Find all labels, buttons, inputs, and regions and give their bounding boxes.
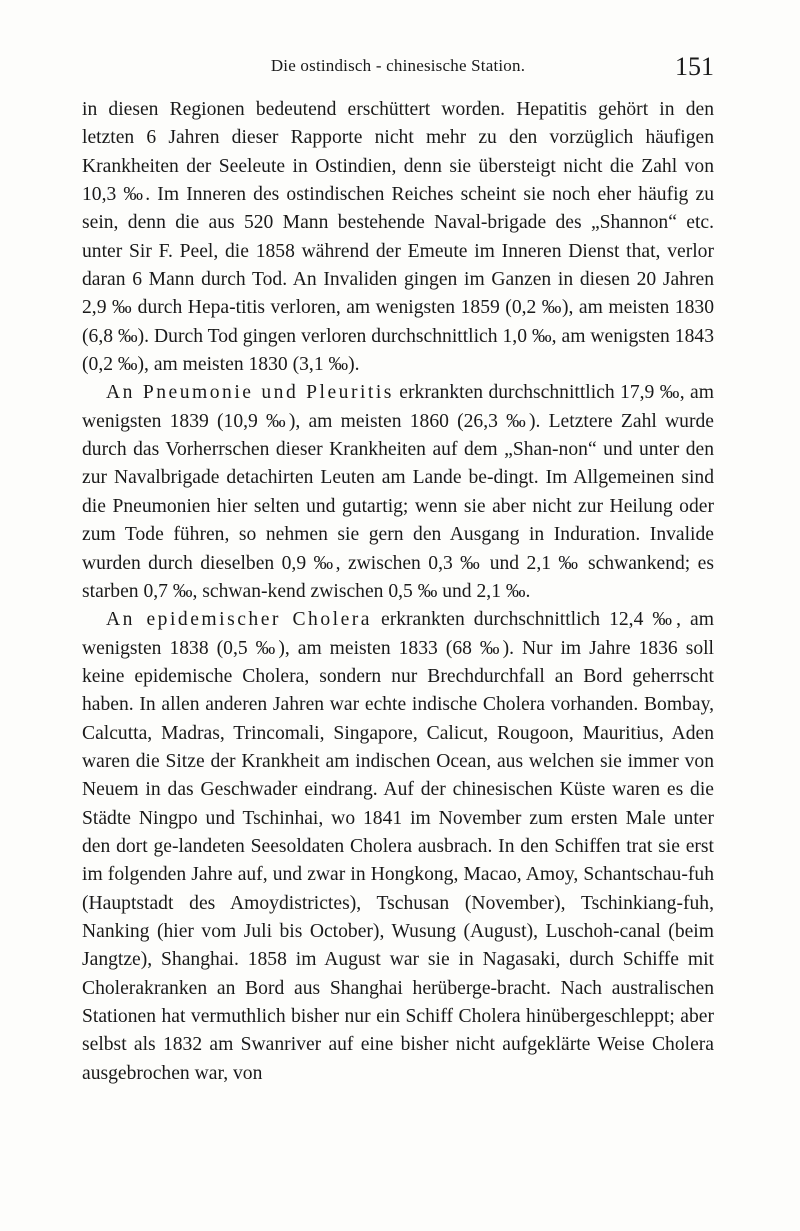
paragraph-text: erkrankten durchschnittlich 17,9 ‰, am wenigsten 1839 (10,9 ‰), am meisten 1860 (26,3 ‰). Letztere Zahl wurde durch das Vorherrschen dieser Krankheiten auf dem „Shan-non“ und unter den zur Navalbrigade detachirten Leuten am Lande be-dingt. Im Allgemeinen sind die Pneumonien hier selten und gutartig; wenn sie aber nicht zur Heilung oder zum Tode führen, so nehmen sie gern den Ausgang in Induration. Invalide wurden durch dieselben 0,9 ‰, zwischen 0,3 ‰ und 2,1 ‰ schwankend; es starben 0,7 ‰, schwan-kend zwischen 0,5 ‰ und 2,1 ‰. xyxy=(82,382,714,602)
paragraph-pneumonia xyxy=(82,379,714,606)
paragraph-lead: An epidemischer Cholera xyxy=(106,609,372,631)
page-number: 151 xyxy=(675,52,714,81)
paragraph-lead: An Pneumonie und Pleuritis xyxy=(106,382,394,404)
running-head xyxy=(82,52,714,88)
paragraph-text: in diesen Regionen bedeutend erschüttert worden. Hepatitis gehört in den letzten 6 Jahren dieser Rapporte nicht mehr zu den vorzüglich häufigen Krankheiten der Seeleute in Ostindien, denn sie übersteigt nicht die Zahl von 10,3 ‰. Im Inneren des ostindischen Reiches scheint sie noch eher häufig zu sein, denn die aus 520 Mann bestehende Naval-brigade des „Shannon“ etc. unter Sir F. Peel, die 1858 während der Emeute im Inneren Dienst that, verlor daran 6 Mann durch Tod. An Invaliden gingen im Ganzen in diesen 20 Jahren 2,9 ‰ durch Hepa-titis verloren, am wenigsten 1859 (0,2 ‰), am meisten 1830 (6,8 ‰). Durch Tod gingen verloren durchschnittlich 1,0 ‰, am wenigsten 1843 (0,2 ‰), am meisten 1830 (3,1 ‰). xyxy=(82,99,714,376)
paragraph-hepatitis xyxy=(82,96,714,379)
running-title: Die ostindisch - chinesische Station. xyxy=(270,56,526,75)
paragraph-text: erkrankten durchschnittlich 12,4 ‰, am wenigsten 1838 (0,5 ‰), am meisten 1833 (68 ‰). Nur im Jahre 1836 soll keine epidemische Cholera, sondern nur Brechdurchfall an Bord geherrscht haben. In allen anderen Jahren war echte indische Cholera vorhanden. Bombay, Calcutta, Madras, Trincomali, Singapore, Calicut, Rougoon, Mauritius, Aden waren die Sitze der Krankheit am indischen Ocean, aus welchen sie immer von Neuem in das Geschwader eindrang. Auf der chinesischen Küste waren es die Städte Ningpo und Tschinhai, wo 1841 im November zum ersten Male unter den dort ge-landeten Seesoldaten Cholera ausbrach. In den Schiffen trat sie erst im folgenden Jahre auf, und zwar in Hongkong, Macao, Amoy, Schantschau-fuh (Hauptstadt des Amoydistrictes), Tschusan (November), Tschinkiang-fuh, Nanking (hier vom Juli bis October), Wusung (August), Luschoh-canal (beim Jangtze), Shanghai. 1858 im August war sie in Nagasaki, durch Schiffe mit Cholerakranken an Bord aus Shanghai herüberge-bracht. Nach australischen Stationen hat vermuthlich bisher nur ein Schiff Cholera hinübergeschleppt; aber selbst als 1832 am Swanriver auf eine bisher nicht aufgeklärte Weise Cholera ausgebrochen war, von xyxy=(82,609,714,1084)
body-text xyxy=(82,96,714,1088)
paragraph-cholera xyxy=(82,606,714,1088)
